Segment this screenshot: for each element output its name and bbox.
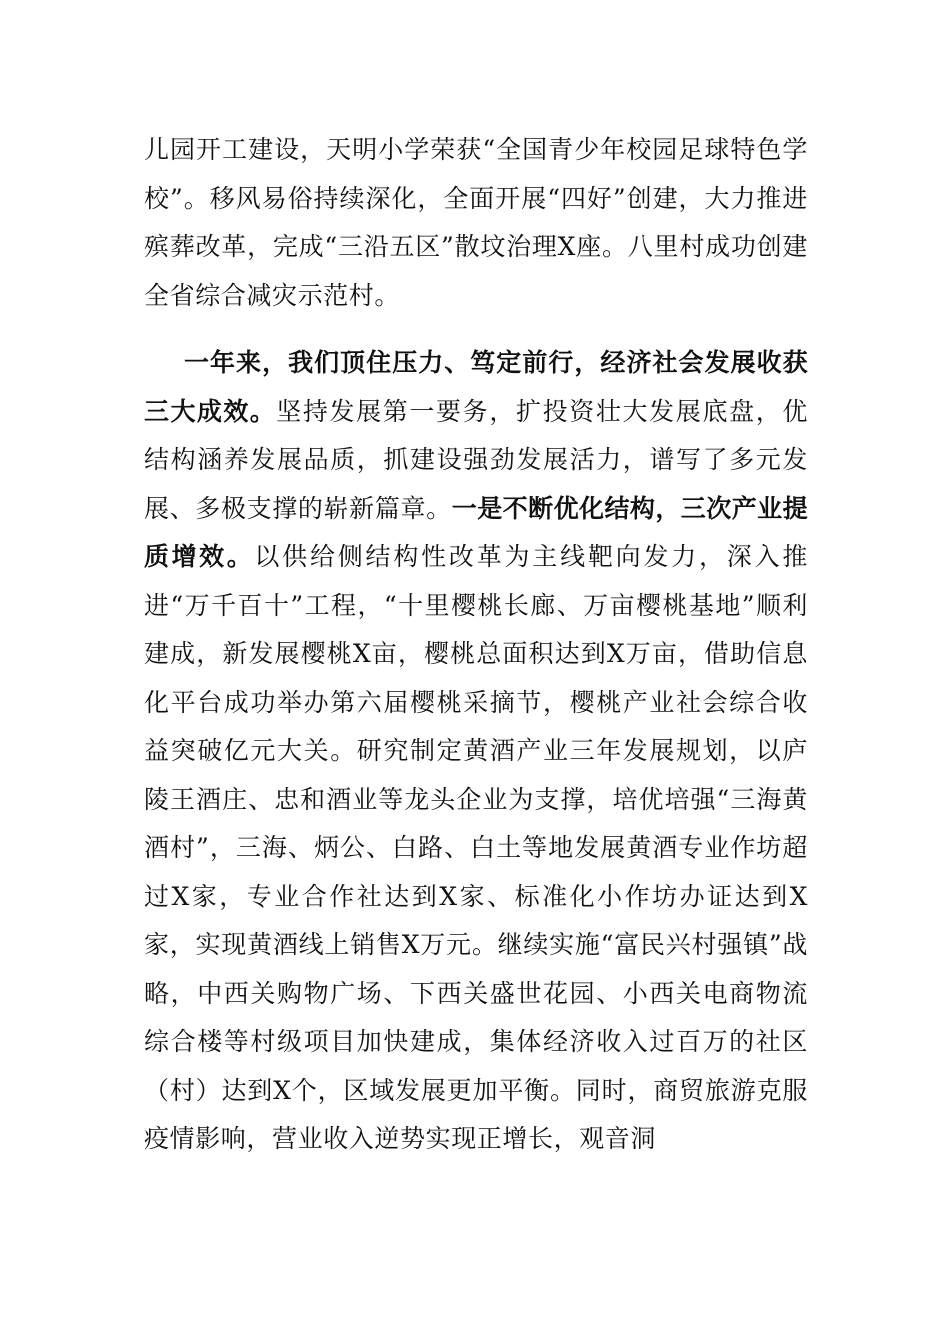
- paragraph-1: [144, 126, 808, 320]
- paragraph-2-subheading: 一是不断优化结构，三次产业提质增效。: [144, 493, 809, 571]
- paragraph-2-text-2: 以供给侧结构性改革为主线靶向发力，深入推进“万千百十”工程，“十里樱桃长廊、万亩樱桃基地”顺利建成，新发展樱桃X亩，樱桃总面积达到X万亩，借助信息化平台成功举办第六届樱桃采摘节，樱桃产业社会综合收益突破亿元大关。研究制定黄酒产业三年发展规划，以庐陵王酒庄、忠和酒业等龙头企业为支撑，培优培强“三海黄酒村”，三海、炳公、白路、白土等地发展黄酒专业作坊超过X家，专业合作社达到X家、标准化小作坊办证达到X家，实现黄酒线上销售X万元。继续实施“富民兴村强镇”战略，中西关购物广场、下西关盛世花园、小西关电商物流综合楼等村级项目加快建成，集体经济收入过百万的社区（村）达到X个，区域发展更加平衡。同时，商贸旅游克服疫情影响，营业收入逆势实现正增长，观音洞: [144, 542, 808, 1153]
- paragraph-2: [144, 339, 808, 1164]
- paragraph-2-lead-heading: 一年来，我们顶住压力、笃定前行，经济社会发展收获三大成效。: [144, 348, 808, 426]
- paragraph-2-text-1: 坚持发展第一要务，扩投资壮大发展底盘，优结构涵养发展品质，抓建设强劲发展活力，谱写了多元发展、多极支撑的崭新篇章。: [144, 396, 808, 523]
- paragraph-1-text: 儿园开工建设，天明小学荣获“全国青少年校园足球特色学校”。移风易俗持续深化，全面开展“四好”创建，大力推进殡葬改革，完成“三沿五区”散坟治理X座。八里村成功创建全省综合减灾示范村。: [144, 135, 808, 310]
